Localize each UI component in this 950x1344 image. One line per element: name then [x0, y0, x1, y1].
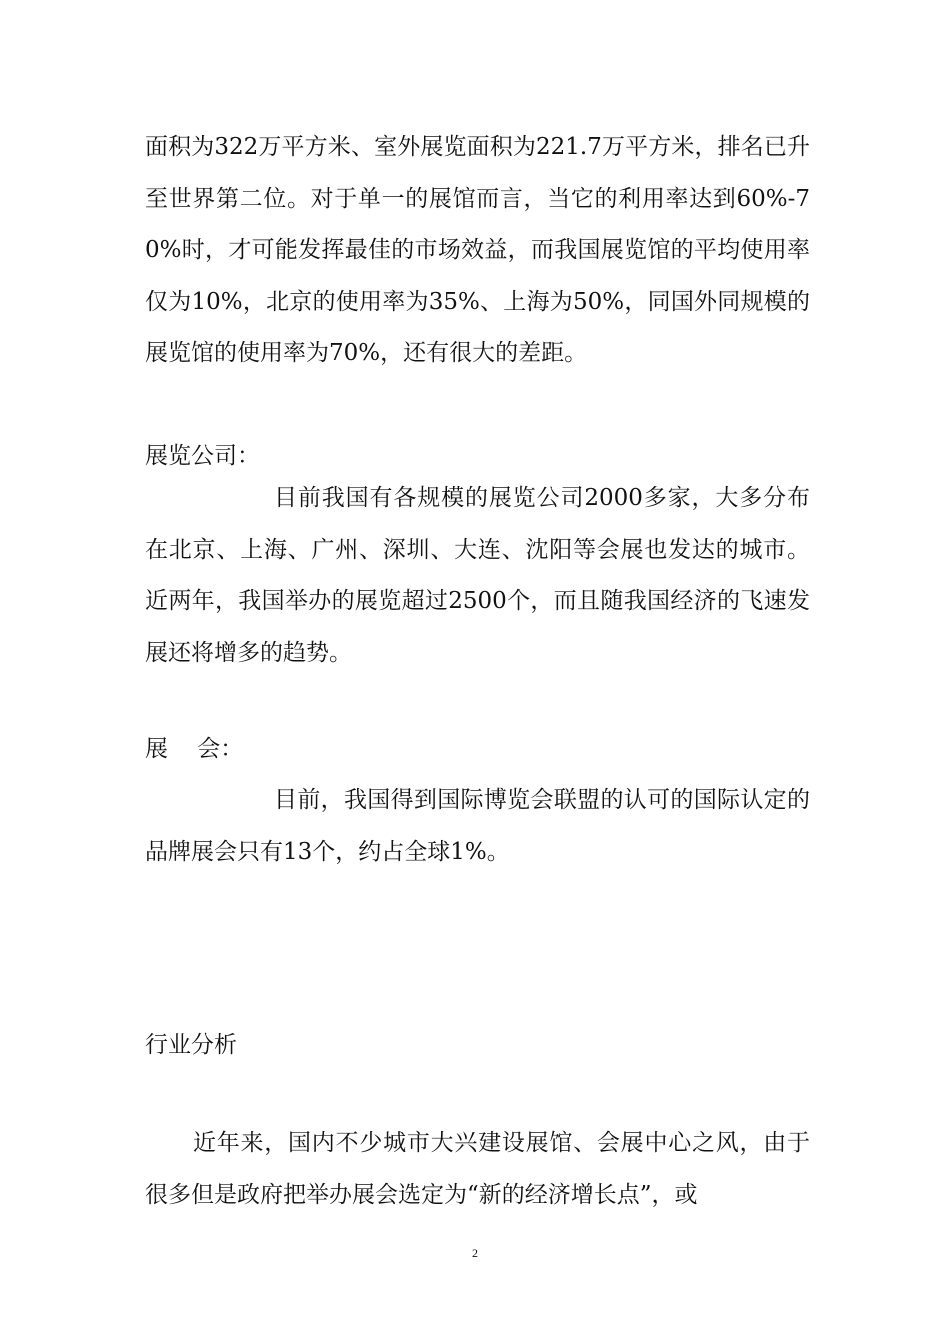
- paragraph-venue-usage: 面积为322万平方米、室外展览面积为221.7万平方米，排名已升至世界第二位。对于单一的展馆而言，当它的利用率达到60%-70%时，才可能发挥最佳的市场效益，而我国展览馆的平均使用率仅为10%，北京的使用率为35%、上海为50%，同国外同规模的展览馆的使用率为70%，还有很大的差距。: [145, 134, 810, 366]
- paragraph-exhibition-companies: 目前我国有各规模的展览公司2000多家，大多分布在北京、上海、广州、深圳、大连、沈阳等会展也发达的城市。近两年，我国举办的展览超过2500个，而且随我国经济的飞速发展还将增多的趋势。: [145, 485, 810, 666]
- paragraph-exhibitions: 目前，我国得到国际博览会联盟的认可的国际认定的品牌展会只有13个，约占全球1%。: [145, 787, 810, 865]
- heading-industry-analysis: 行业分析: [145, 1032, 237, 1058]
- page-number: 2: [472, 1246, 478, 1260]
- paragraph-industry-analysis: 近年来，国内不少城市大兴建设展馆、会展中心之风，由于很多但是政府把举办展会选定为“新的经济增长点”，或: [145, 1130, 810, 1208]
- heading-exhibition-companies: 展览公司：: [145, 443, 260, 469]
- heading-exhibitions: 展 会：: [145, 736, 244, 762]
